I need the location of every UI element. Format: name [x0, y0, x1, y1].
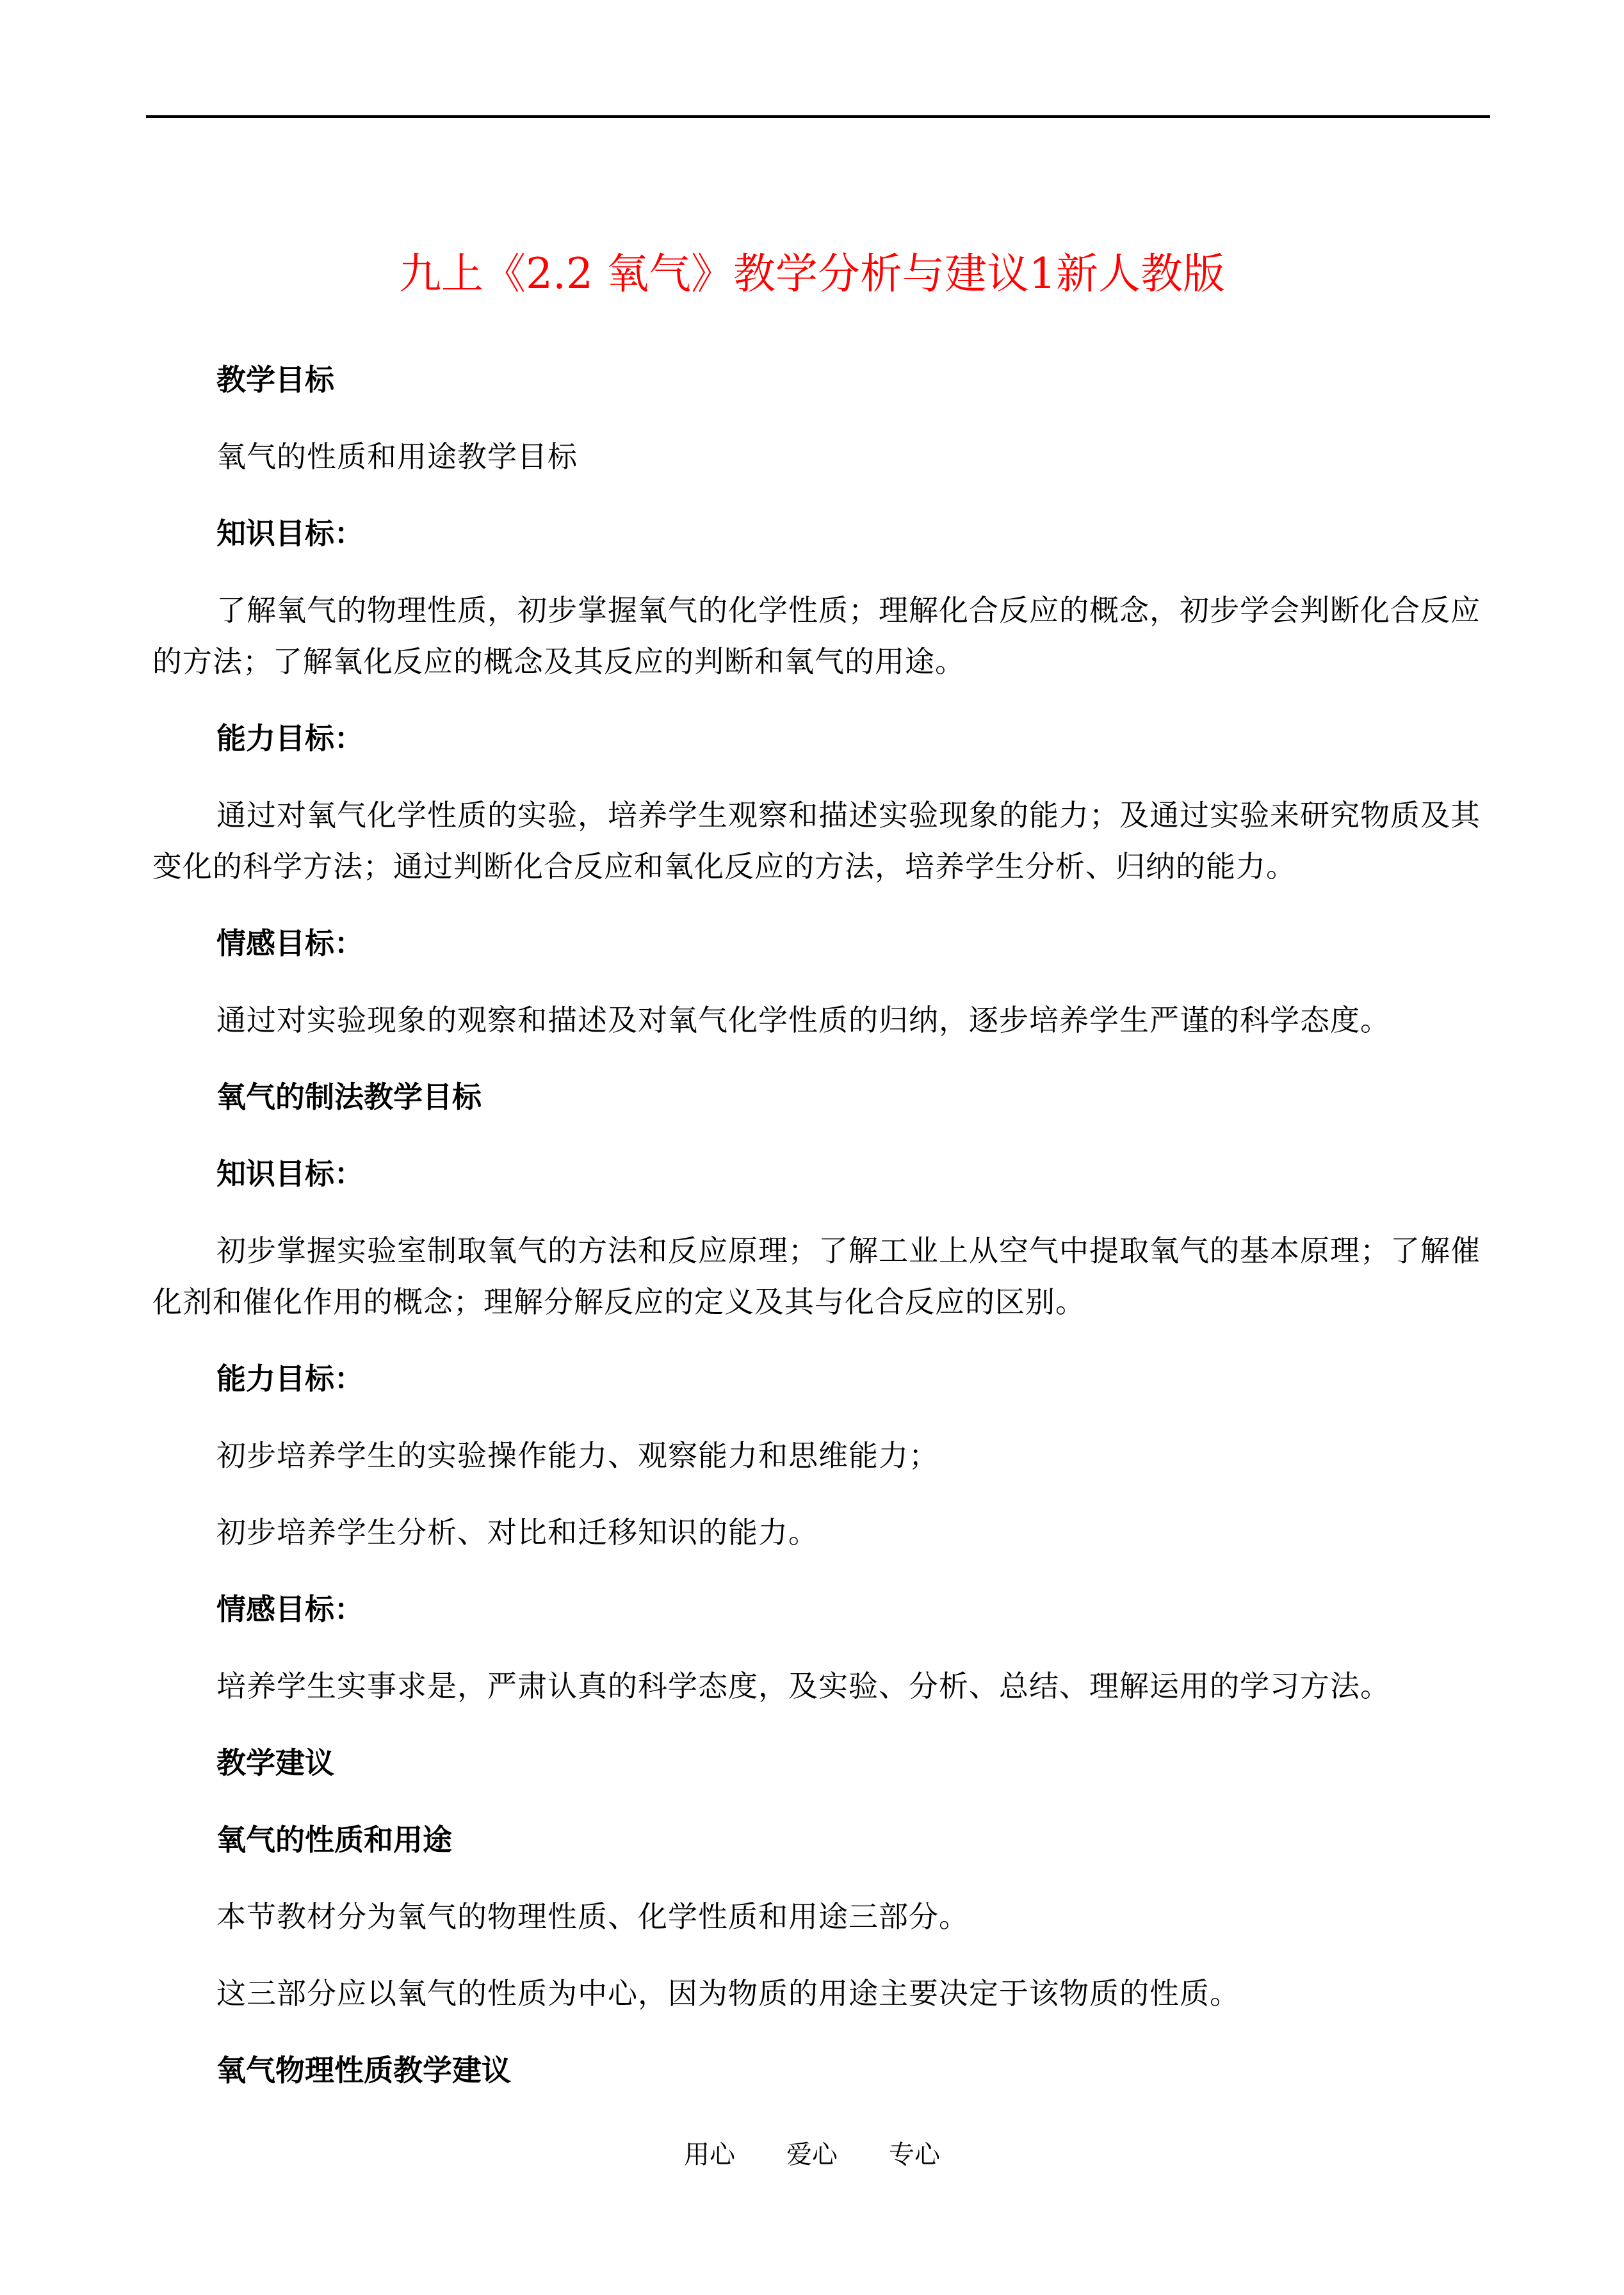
page-footer: 用心 爱心 专心 — [684, 2140, 940, 2169]
paragraph-ability-goals: 通过对氧气化学性质的实验，培养学生观察和描述实验现象的能力；及通过实验来研究物质及其变化的科学方法；通过判断化合反应和氧化反应的方法，培养学生分析、归纳的能力。 — [152, 798, 1481, 884]
section-heading-emotion-goals: 情感目标： — [216, 926, 364, 961]
paragraph-ability-goals-2a: 初步培养学生的实验操作能力、观察能力和思维能力； — [216, 1438, 939, 1473]
section-heading-knowledge-goals: 知识目标： — [216, 516, 364, 551]
paragraph-ability-goals-2b: 初步培养学生分析、对比和迁移知识的能力。 — [216, 1515, 818, 1550]
paragraph-emotion-goals-2: 培养学生实事求是，严肃认真的科学态度，及实验、分析、总结、理解运用的学习方法。 — [216, 1669, 1390, 1703]
paragraph-knowledge-goals: 了解氧气的物理性质，初步掌握氧气的化学性质；理解化合反应的概念，初步学会判断化合反应的方法；了解氧化反应的概念及其反应的判断和氧气的用途。 — [152, 593, 1481, 679]
section-heading-ability-goals: 能力目标： — [216, 721, 364, 756]
paragraph-emotion-goals: 通过对实验现象的观察和描述及对氧气化学性质的归纳，逐步培养学生严谨的科学态度。 — [216, 1003, 1390, 1037]
paragraph-textbook-structure: 本节教材分为氧气的物理性质、化学性质和用途三部分。 — [216, 1899, 969, 1934]
document-title: 九上《2.2 氧气》教学分析与建议1新人教版 — [399, 249, 1225, 298]
section-heading-teaching-suggestions: 教学建议 — [216, 1746, 334, 1780]
section-heading-physical-properties-suggestions: 氧气物理性质教学建议 — [216, 2053, 511, 2088]
section-heading-emotion-goals-2: 情感目标： — [216, 1592, 364, 1626]
section-heading-teaching-goals: 教学目标 — [216, 362, 334, 397]
section-heading-knowledge-goals-2: 知识目标： — [216, 1156, 364, 1191]
paragraph-knowledge-goals-2: 初步掌握实验室制取氧气的方法和反应原理；了解工业上从空气中提取氧气的基本原理；了解催化剂和催化作用的概念；理解分解反应的定义及其与化合反应的区别。 — [152, 1233, 1481, 1319]
section-heading-properties-uses: 氧气的性质和用途 — [216, 1822, 452, 1857]
paragraph-oxygen-properties-goals: 氧气的性质和用途教学目标 — [216, 439, 578, 474]
section-heading-ability-goals-2: 能力目标： — [216, 1361, 364, 1396]
header-rule — [146, 115, 1490, 118]
section-heading-preparation-goals: 氧气的制法教学目标 — [216, 1080, 482, 1114]
document-body — [152, 354, 1491, 2121]
paragraph-properties-center: 这三部分应以氧气的性质为中心，因为物质的用途主要决定于该物质的性质。 — [216, 1976, 1240, 2011]
